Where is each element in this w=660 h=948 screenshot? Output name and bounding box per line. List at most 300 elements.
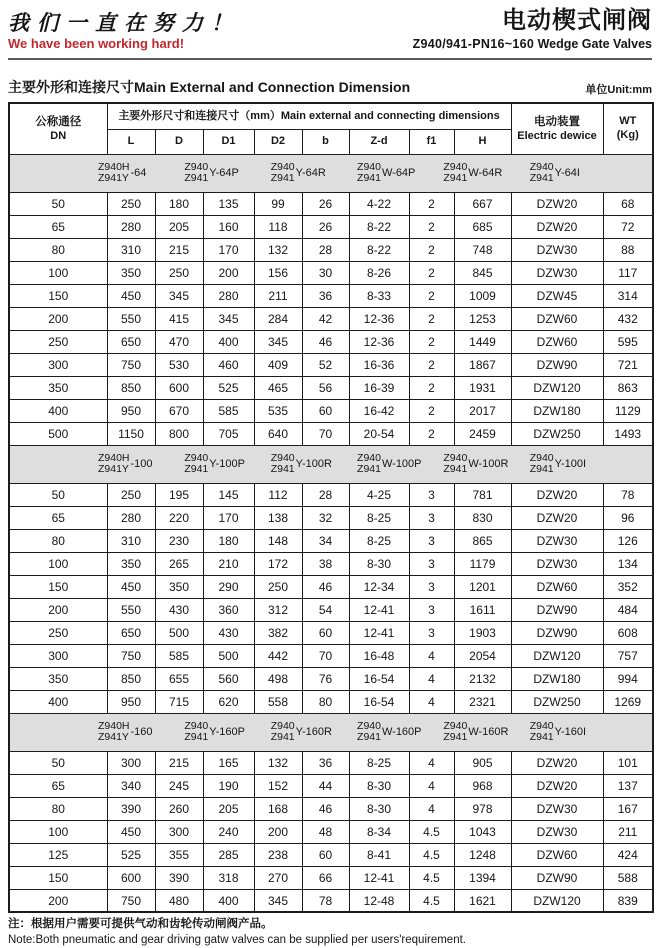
model-top: Z940 <box>529 160 554 173</box>
cell: 442 <box>254 644 302 667</box>
cell: 409 <box>254 353 302 376</box>
table-row <box>9 797 653 820</box>
cell: 1269 <box>603 690 653 713</box>
cell: 3 <box>409 598 454 621</box>
cell: 350 <box>155 575 203 598</box>
table-row <box>9 238 653 261</box>
cell: 78 <box>603 483 653 506</box>
table-row <box>9 598 653 621</box>
cell: 500 <box>203 644 254 667</box>
cell: DZW45 <box>511 284 603 307</box>
cell: DZW90 <box>511 353 603 376</box>
cell-dn: 65 <box>9 506 107 529</box>
cell: 8-30 <box>349 552 409 575</box>
product-subtitle <box>413 37 652 51</box>
cell: 525 <box>203 376 254 399</box>
cell: 1043 <box>454 820 511 843</box>
cell: DZW60 <box>511 330 603 353</box>
cell: DZW60 <box>511 843 603 866</box>
cell: 54 <box>302 598 349 621</box>
cell: 190 <box>203 774 254 797</box>
cell: 318 <box>203 866 254 889</box>
cell-dn: 300 <box>9 644 107 667</box>
cell: 250 <box>107 192 155 215</box>
cell: 839 <box>603 889 653 912</box>
cell: 8-26 <box>349 261 409 284</box>
cell: DZW20 <box>511 215 603 238</box>
cell: 432 <box>603 307 653 330</box>
cell: 60 <box>302 843 349 866</box>
cell-dn: 50 <box>9 483 107 506</box>
product-block <box>413 6 652 51</box>
cell: 211 <box>603 820 653 843</box>
cell: 345 <box>254 330 302 353</box>
cell: 620 <box>203 690 254 713</box>
model-suffix: W-100R <box>468 458 509 471</box>
model-top: Z940 <box>443 160 468 173</box>
cell: 525 <box>107 843 155 866</box>
model-band-cell <box>9 713 653 751</box>
cell: 180 <box>155 192 203 215</box>
cell: 12-48 <box>349 889 409 912</box>
model-bottom: Z941 <box>529 463 554 476</box>
cell: 640 <box>254 422 302 445</box>
cell: 200 <box>254 820 302 843</box>
cell: 4-25 <box>349 483 409 506</box>
cell: 550 <box>107 307 155 330</box>
cell: 265 <box>155 552 203 575</box>
cell: 160 <box>203 215 254 238</box>
cell: 245 <box>155 774 203 797</box>
cell: 350 <box>107 261 155 284</box>
cell: 12-36 <box>349 307 409 330</box>
cell: 2 <box>409 284 454 307</box>
dimensions-table <box>8 102 654 913</box>
unit-label: 单位Unit:mm <box>585 84 652 97</box>
cell-dn: 350 <box>9 667 107 690</box>
cell: 4 <box>409 690 454 713</box>
cell: 78 <box>302 889 349 912</box>
cell: 8-22 <box>349 215 409 238</box>
cell: 280 <box>107 506 155 529</box>
cell-dn: 50 <box>9 751 107 774</box>
model-top: Z940 <box>357 719 381 732</box>
cell-dn: 200 <box>9 598 107 621</box>
table-row <box>9 751 653 774</box>
cell: 1493 <box>603 422 653 445</box>
col-header-z-d: Z-d <box>349 129 409 154</box>
model-suffix: -160 <box>130 726 153 739</box>
cell: 3 <box>409 529 454 552</box>
cell: 167 <box>603 797 653 820</box>
cell: 748 <box>454 238 511 261</box>
cell: 850 <box>107 667 155 690</box>
model-designation <box>443 453 529 476</box>
table-row <box>9 866 653 889</box>
cell: 20-54 <box>349 422 409 445</box>
model-suffix: W-100P <box>381 458 422 471</box>
cell: 1611 <box>454 598 511 621</box>
cell: 132 <box>254 238 302 261</box>
cell: 48 <box>302 820 349 843</box>
cell: 8-30 <box>349 797 409 820</box>
cell: DZW90 <box>511 866 603 889</box>
model-top: Z940H <box>98 719 130 732</box>
cell: 34 <box>302 529 349 552</box>
table-row <box>9 307 653 330</box>
cell: 99 <box>254 192 302 215</box>
table-row <box>9 644 653 667</box>
model-bottom: Z941Y <box>98 731 129 744</box>
model-top: Z940 <box>529 719 554 732</box>
cell: 4-22 <box>349 192 409 215</box>
model-top: Z940 <box>184 160 209 173</box>
cell: 865 <box>454 529 511 552</box>
cell: 126 <box>603 529 653 552</box>
table-row <box>9 284 653 307</box>
cell: DZW60 <box>511 307 603 330</box>
cell: 200 <box>203 261 254 284</box>
cell-dn: 500 <box>9 422 107 445</box>
cell: DZW30 <box>511 552 603 575</box>
cell: 345 <box>155 284 203 307</box>
cell: 46 <box>302 797 349 820</box>
cell: 750 <box>107 353 155 376</box>
cell: 585 <box>203 399 254 422</box>
cell: 1867 <box>454 353 511 376</box>
cell: DZW20 <box>511 483 603 506</box>
cell: 1150 <box>107 422 155 445</box>
wt-label: WT <box>619 115 637 128</box>
cell: 994 <box>603 667 653 690</box>
cell: 757 <box>603 644 653 667</box>
cell: 1903 <box>454 621 511 644</box>
cell: 781 <box>454 483 511 506</box>
page-title: 主要外形和连接尺寸Main External and Connection Dimension <box>8 79 411 96</box>
cell: 52 <box>302 353 349 376</box>
cell: 180 <box>203 529 254 552</box>
cell: 450 <box>107 575 155 598</box>
cell: DZW20 <box>511 774 603 797</box>
model-designation <box>530 721 616 744</box>
cell: 8-25 <box>349 529 409 552</box>
model-designation <box>357 162 443 185</box>
cell: 12-36 <box>349 330 409 353</box>
cell: 655 <box>155 667 203 690</box>
cell: 560 <box>203 667 254 690</box>
cell-dn: 80 <box>9 529 107 552</box>
model-bottom: Z941 <box>443 463 468 476</box>
cell: 390 <box>107 797 155 820</box>
cell: 195 <box>155 483 203 506</box>
model-band-cell <box>9 154 653 192</box>
cell: 350 <box>107 552 155 575</box>
table-row <box>9 774 653 797</box>
cell: 44 <box>302 774 349 797</box>
cell: 3 <box>409 575 454 598</box>
model-bottom: Z941 <box>443 172 468 185</box>
dn-label-en: DN <box>50 129 67 142</box>
table-row <box>9 376 653 399</box>
cell: 1621 <box>454 889 511 912</box>
model-bottom: Z941Y <box>98 172 129 185</box>
cell: 215 <box>155 238 203 261</box>
cell: 530 <box>155 353 203 376</box>
model-bottom: Z941 <box>529 172 554 185</box>
col-header-dn <box>9 103 107 154</box>
model-designation <box>98 721 184 744</box>
device-label-zh: 电动装置 <box>534 115 581 128</box>
model-band-row <box>9 713 653 751</box>
model-band-row <box>9 445 653 483</box>
col-header-d2: D2 <box>254 129 302 154</box>
cell: 270 <box>254 866 302 889</box>
footnote-chinese: 注：根据用户需要可提供气动和齿轮传动闸阀产品。 <box>8 918 273 931</box>
cell: 205 <box>155 215 203 238</box>
model-top: Z940 <box>270 160 295 173</box>
cell-dn: 250 <box>9 621 107 644</box>
model-suffix: W-160R <box>468 726 509 739</box>
model-top: Z940 <box>270 719 295 732</box>
dn-label-zh: 公称通径 <box>35 115 82 128</box>
cell-dn: 100 <box>9 820 107 843</box>
model-suffix: Y-100R <box>295 458 332 471</box>
cell: 138 <box>254 506 302 529</box>
cell: 1009 <box>454 284 511 307</box>
cell: 750 <box>107 644 155 667</box>
cell: DZW250 <box>511 690 603 713</box>
cell-dn: 80 <box>9 238 107 261</box>
cell: 101 <box>603 751 653 774</box>
model-designation <box>98 162 184 185</box>
model-top: Z940 <box>357 451 381 464</box>
cell: 750 <box>107 889 155 912</box>
cell: 450 <box>107 284 155 307</box>
cell: 56 <box>302 376 349 399</box>
cell: 2017 <box>454 399 511 422</box>
cell: 2132 <box>454 667 511 690</box>
cell: 355 <box>155 843 203 866</box>
cell: 137 <box>603 774 653 797</box>
cell: 260 <box>155 797 203 820</box>
cell: 211 <box>254 284 302 307</box>
cell: 135 <box>203 192 254 215</box>
cell: DZW30 <box>511 238 603 261</box>
cell: 2459 <box>454 422 511 445</box>
cell: 132 <box>254 751 302 774</box>
cell: 484 <box>603 598 653 621</box>
model-suffix: Y-160I <box>554 726 587 739</box>
header-divider <box>8 58 652 60</box>
cell: 4.5 <box>409 866 454 889</box>
cell: 4.5 <box>409 843 454 866</box>
model-top: Z940 <box>184 719 209 732</box>
model-suffix: W-64R <box>468 167 503 180</box>
table-row <box>9 575 653 598</box>
model-band-cell <box>9 445 653 483</box>
cell: 360 <box>203 598 254 621</box>
cell: 4 <box>409 797 454 820</box>
cell: 978 <box>454 797 511 820</box>
product-name-english: Wedge Gate Valves <box>537 37 652 52</box>
model-designation <box>98 453 184 476</box>
cell: 220 <box>155 506 203 529</box>
cell: 88 <box>603 238 653 261</box>
cell: 38 <box>302 552 349 575</box>
model-top: Z940 <box>443 719 468 732</box>
cell-dn: 65 <box>9 774 107 797</box>
cell: 670 <box>155 399 203 422</box>
cell: 863 <box>603 376 653 399</box>
cell: DZW20 <box>511 751 603 774</box>
model-band-row <box>9 154 653 192</box>
table-row <box>9 667 653 690</box>
cell: 4.5 <box>409 820 454 843</box>
footnote-english: Note:Both pneumatic and gear driving gatw valves can be supplied per users'requirement. <box>8 933 466 946</box>
cell: 310 <box>107 238 155 261</box>
cell-dn: 50 <box>9 192 107 215</box>
cell: 595 <box>603 330 653 353</box>
cell: 134 <box>603 552 653 575</box>
model-designation <box>184 453 270 476</box>
product-name-chinese: 电动楔式闸阀 <box>502 7 652 34</box>
cell: 118 <box>254 215 302 238</box>
table-row <box>9 192 653 215</box>
cell: DZW30 <box>511 820 603 843</box>
cell: 600 <box>107 866 155 889</box>
cell: 382 <box>254 621 302 644</box>
cell: 240 <box>203 820 254 843</box>
cell: 2 <box>409 330 454 353</box>
cell: 588 <box>603 866 653 889</box>
cell: 16-54 <box>349 667 409 690</box>
cell: DZW250 <box>511 422 603 445</box>
table-row <box>9 621 653 644</box>
cell: 170 <box>203 506 254 529</box>
model-suffix: Y-64I <box>554 167 580 180</box>
cell: 500 <box>155 621 203 644</box>
cell: 8-25 <box>349 506 409 529</box>
cell: 390 <box>155 866 203 889</box>
cell-dn: 150 <box>9 284 107 307</box>
cell: 558 <box>254 690 302 713</box>
cell: 72 <box>603 215 653 238</box>
brand-block <box>8 6 240 51</box>
cell: 430 <box>155 598 203 621</box>
cell: 310 <box>107 529 155 552</box>
model-designation <box>443 162 529 185</box>
model-top: Z940 <box>443 451 468 464</box>
model-designation <box>184 721 270 744</box>
cell: 36 <box>302 751 349 774</box>
model-suffix: W-64P <box>381 167 416 180</box>
cell: 250 <box>254 575 302 598</box>
cell: 450 <box>107 820 155 843</box>
cell: 215 <box>155 751 203 774</box>
table-row <box>9 483 653 506</box>
slogan-chinese: 我们一直在努力！ <box>8 10 240 35</box>
cell: 285 <box>203 843 254 866</box>
cell-dn: 400 <box>9 690 107 713</box>
cell: DZW120 <box>511 644 603 667</box>
model-top: Z940 <box>270 451 295 464</box>
table-row <box>9 506 653 529</box>
cell: 280 <box>203 284 254 307</box>
cell-dn: 250 <box>9 330 107 353</box>
cell: 300 <box>155 820 203 843</box>
cell: 2 <box>409 399 454 422</box>
cell-dn: 100 <box>9 261 107 284</box>
cell: DZW20 <box>511 192 603 215</box>
cell: 8-33 <box>349 284 409 307</box>
cell: DZW90 <box>511 621 603 644</box>
model-bottom: Z941 <box>357 463 381 476</box>
cell: 1179 <box>454 552 511 575</box>
cell: 70 <box>302 422 349 445</box>
model-suffix: -100 <box>130 458 153 471</box>
cell: 400 <box>203 330 254 353</box>
cell: 400 <box>203 889 254 912</box>
col-header-electric-device <box>511 103 603 154</box>
cell: 498 <box>254 667 302 690</box>
model-bottom: Z941 <box>270 731 295 744</box>
cell: 16-48 <box>349 644 409 667</box>
cell: 1248 <box>454 843 511 866</box>
cell: 3 <box>409 552 454 575</box>
cell: 16-42 <box>349 399 409 422</box>
cell: DZW180 <box>511 399 603 422</box>
model-suffix: Y-100I <box>554 458 587 471</box>
cell: 16-36 <box>349 353 409 376</box>
col-header-d: D <box>155 129 203 154</box>
cell: 16-39 <box>349 376 409 399</box>
cell: 950 <box>107 690 155 713</box>
table-row <box>9 820 653 843</box>
model-suffix: W-160P <box>381 726 422 739</box>
cell: 2 <box>409 307 454 330</box>
cell: 4 <box>409 667 454 690</box>
col-header-h: H <box>454 129 511 154</box>
cell: 905 <box>454 751 511 774</box>
cell: 28 <box>302 483 349 506</box>
cell: 76 <box>302 667 349 690</box>
model-bottom: Z941 <box>184 463 209 476</box>
footnotes <box>8 917 652 948</box>
model-top: Z940 <box>529 451 554 464</box>
cell: 280 <box>107 215 155 238</box>
cell: 2 <box>409 238 454 261</box>
model-suffix: Y-160P <box>209 726 245 739</box>
cell: 12-34 <box>349 575 409 598</box>
cell: 8-41 <box>349 843 409 866</box>
col-header-b: b <box>302 129 349 154</box>
cell: 8-25 <box>349 751 409 774</box>
cell: 250 <box>107 483 155 506</box>
cell-dn: 125 <box>9 843 107 866</box>
cell: DZW30 <box>511 797 603 820</box>
cell: 42 <box>302 307 349 330</box>
table-row <box>9 889 653 912</box>
wt-unit-label: (Kg) <box>616 129 639 142</box>
cell: 26 <box>302 215 349 238</box>
model-bottom: Z941 <box>357 172 381 185</box>
cell-dn: 200 <box>9 889 107 912</box>
cell: 46 <box>302 330 349 353</box>
model-designation <box>184 162 270 185</box>
model-bottom: Z941Y <box>98 463 129 476</box>
cell: DZW180 <box>511 667 603 690</box>
cell: 2 <box>409 422 454 445</box>
